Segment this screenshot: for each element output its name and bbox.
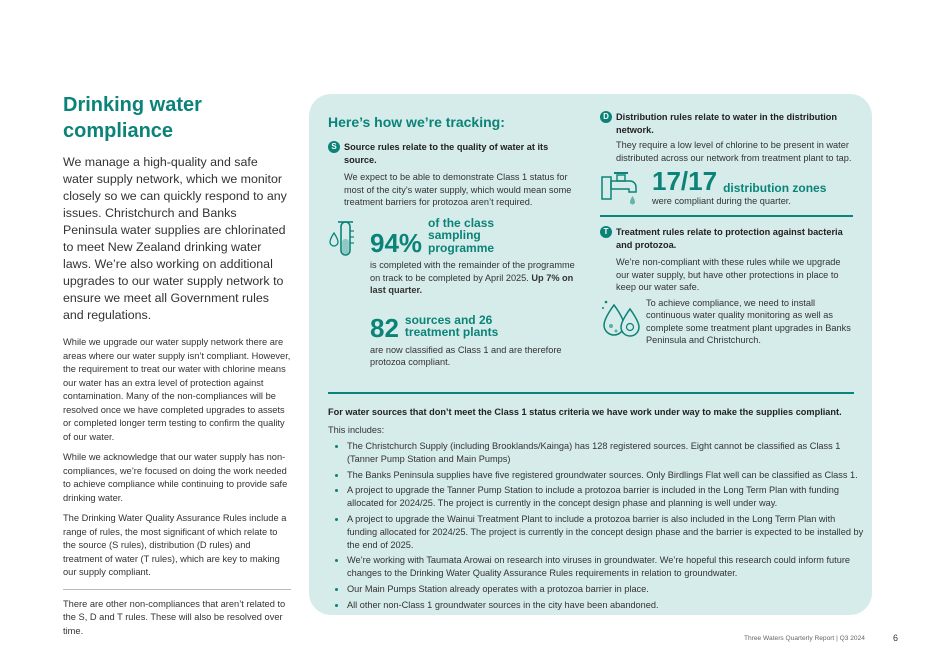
source-badge: S — [328, 141, 340, 153]
zones-description: were compliant during the quarter. — [652, 196, 791, 206]
treatment-plan — [600, 297, 853, 347]
sources-description: are now classified as Class 1 and are therefore protozoa compliant. — [370, 344, 562, 367]
body-paragraph-3: The Drinking Water Quality Assurance Rules include a range of rules, the most significant of which relate to the source (S rules), distribution (D rules) and treatment of water (T rules), which are key to making our supply compliant. — [63, 513, 287, 577]
section-divider — [328, 392, 854, 394]
list-item: • The Banks Peninsula supplies have five registered groundwater sources. Only Birdlings Flat well can be classified as Class 1. — [347, 469, 864, 482]
tracking-panel — [309, 94, 872, 615]
body-paragraph-4: There are other non-compliances that aren’t related to the S, D and T rules. These will also be resolved over time. — [63, 598, 286, 636]
distribution-treatment-column — [600, 111, 853, 347]
distribution-rule-heading — [600, 111, 853, 136]
zones-label: distribution zones — [723, 180, 827, 195]
treatment-rule-title: Treatment rules relate to protection against bacteria and protozoa. — [616, 227, 843, 250]
distribution-stat — [600, 168, 853, 212]
footer-text: Three Waters Quarterly Report | Q3 2024 — [744, 635, 865, 642]
list-item: • Our Main Pumps Station already operates with a protozoa barrier in place. — [347, 583, 864, 596]
body-paragraph-1: While we upgrade our water supply network there are areas where our water supply isn’t compliant. However, the requirement to treat our water with chlorine means our water has an extra level of protection against contamination. Many of the non-compliances will be resolved once we have completed upgrades to assets or completed longer term testing to confirm the quality of our water. — [63, 337, 291, 442]
sampling-description — [370, 259, 578, 297]
lead-paragraph: We manage a high-quality and safe water supply network, which we monitor closely so we can quickly respond to any issues. Christchurch and Banks Peninsula water supplies are chlorinated to meet New Zealand drinking water laws. We’re also working on additional upgrades to our water supply network to ensure we meet all Government rules and regulations. — [63, 155, 287, 322]
zones-count: 17/17 — [652, 166, 718, 196]
list-item: • The Christchurch Supply (including Brooklands/Kainga) has 128 registered sources. Eight cannot be classified as Class 1 (Tanner Pump Station and Main Pumps) — [347, 440, 864, 466]
treatment-rule-text: We’re non-compliant with these rules while we upgrade our water supply, but have other protections in place to keep our water safe. — [616, 257, 841, 292]
water-drops-icon — [600, 299, 644, 346]
list-item: • All other non-Class 1 groundwater sources in the city have been abandoned. — [347, 599, 864, 612]
sampling-desc-bold: Up 7% on last quarter. — [370, 272, 574, 295]
treatment-badge: T — [600, 226, 612, 238]
source-rule-heading — [328, 141, 578, 166]
list-item: • A project to upgrade the Tanner Pump Station to include a protozoa barrier is included in the Long Term Plan with funding allocated for 2024/25. The project is currently in the concept design phase and planning is well under way. — [347, 484, 864, 510]
page-title: Drinking water compliance — [63, 94, 202, 142]
source-rule-title: Source rules relate to the quality of water at its source. — [344, 142, 549, 165]
sampling-stat — [328, 217, 578, 297]
tap-icon — [600, 168, 644, 213]
divider — [63, 589, 291, 590]
column-divider — [600, 215, 853, 217]
list-item: • We’re working with Taumata Arowai on research into viruses in groundwater. We’re hopeful this research could inform future changes to the Drinking Water Quality Assurance Rules requirements in relation to groundwater. — [347, 554, 864, 580]
treatment-plan-text: To achieve compliance, we need to install continuous water quality monitoring as well as complete some treatment plant upgrades in Banks Peninsula and Christchurch. — [646, 297, 851, 345]
body-paragraph-2: While we acknowledge that our water supply has non-compliances, we’re focused on doing the work needed to achieve compliance while continuing to provide safe drinking water. — [63, 452, 288, 503]
source-rule-text: We expect to be able to demonstrate Class 1 status for most of the city’s water supply, which would mean some treatment barriers for protozoa aren’t required. — [344, 172, 572, 207]
distribution-rule-title: Distribution rules relate to water in the distribution network. — [616, 112, 838, 135]
sources-count: 82 — [370, 312, 399, 343]
test-tube-icon — [328, 217, 362, 266]
class1-list — [328, 440, 864, 612]
panel-heading: Here’s how we’re tracking: — [328, 114, 505, 130]
source-column — [328, 113, 578, 369]
class1-stat — [328, 314, 578, 369]
sampling-desc-text: is completed with the remainder of the programme on track to be completed by April 2025. — [370, 260, 575, 283]
distribution-rule-text: They require a low level of chlorine to be present in water distributed across our network from treatment plant to tap. — [616, 140, 852, 163]
class1-heading: For water sources that don’t meet the Class 1 status criteria we have work under way to make the supplies compliant. — [328, 407, 842, 417]
distribution-badge: D — [600, 111, 612, 123]
left-column — [63, 92, 291, 645]
sampling-percent: 94% — [370, 228, 423, 258]
sampling-label: of the class sampling programme — [428, 215, 495, 255]
sources-label: sources and 26 treatment plants — [404, 312, 499, 339]
treatment-rule-heading — [600, 226, 853, 251]
list-item: • A project to upgrade the Wainui Treatment Plant to include a protozoa barrier is also included in the Long Term Plan with funding allocated for 2024/25. The project is currently in the concept design phase and the barrier is expected to be installed by the end of 2025. — [347, 513, 864, 552]
class1-includes: This includes: — [328, 425, 385, 435]
class1-section — [328, 392, 864, 614]
page-number: 6 — [893, 633, 899, 643]
